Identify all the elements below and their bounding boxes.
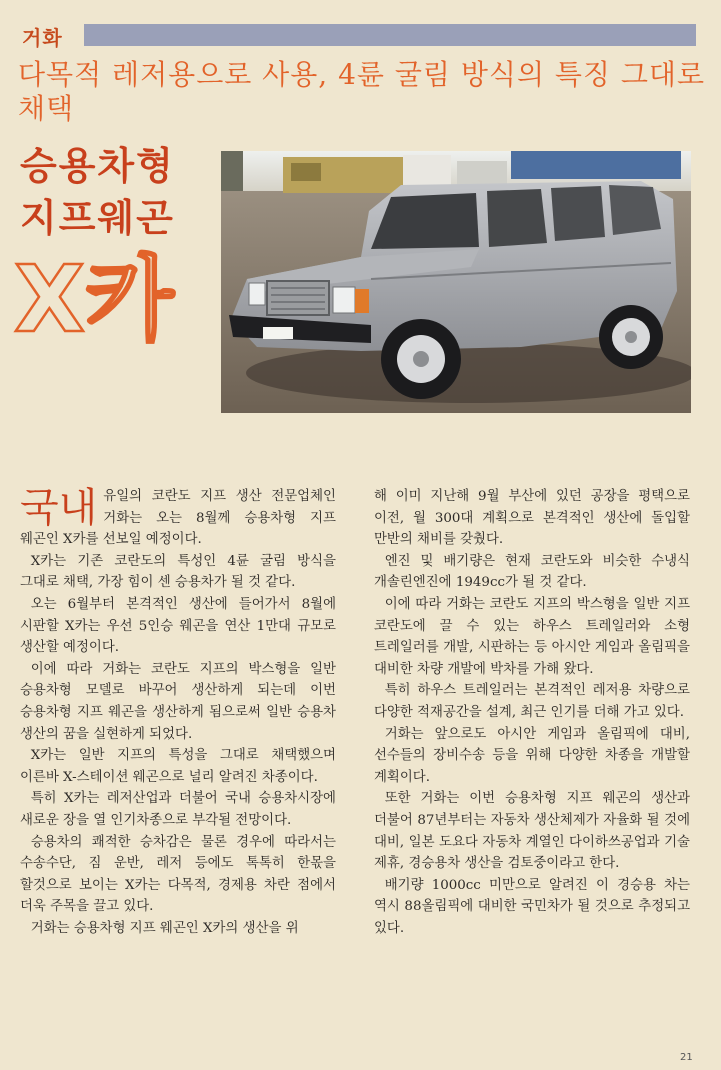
feature-title-line1: 승용차형	[20, 144, 175, 188]
article-paragraph: 거화는 앞으로도 아시안 게임과 올림픽에 대비, 선수들의 장비수송 등을 위해 다양한 차종을 개발할 계획이다.	[374, 726, 690, 785]
feature-title-line2: 지프웨곤	[20, 196, 175, 240]
article-paragraph: 이에 따라 거화는 코란도 지프의 박스형을 일반 승용차형 모델로 바꾸어 생산하게 되는데 이번 승용차형 지프 웨곤을 생산하게 됨으로써 일반 승용차 생산의 꿈을 실현하게 되었다.	[20, 661, 336, 742]
car-photo	[221, 151, 691, 413]
lead-paragraph	[20, 486, 336, 551]
article-paragraph: 해 이미 지난해 9월 부산에 있던 공장을 평택으로 이전, 월 300대 계획으로 본격적인 생산에 돌입할 만반의 채비를 갖췄다.	[374, 489, 690, 548]
article-paragraph: 특히 X카는 레저산업과 더불어 국내 승용차시장에 새로운 장을 열 인기차종으로 부각될 전망이다.	[20, 791, 336, 828]
article-paragraph: 유일의 코란도 지프 생산 전문업체인 거화는 오는 8월께 승용차형 지프 웨곤인 X카를 선보일 예정이다.	[20, 489, 336, 548]
section-tag: 거화	[22, 26, 63, 50]
page-number: 21	[680, 1052, 693, 1063]
article-paragraph: 오는 6월부터 본격적인 생산에 들어가서 8월에 시판할 X카는 우선 5인승 웨곤을 연산 1만대 규모로 생산할 예정이다.	[20, 596, 336, 656]
x-car-logo: X카	[14, 246, 174, 353]
section-header-bar	[84, 24, 696, 46]
article-paragraph: 거화는 승용차형 지프 웨곤인 X카의 생산을 위	[30, 920, 299, 936]
car-photo-illustration	[221, 151, 691, 413]
article-column-left	[20, 486, 336, 939]
dropcap: 국내	[20, 485, 98, 531]
article-paragraph: X카는 일반 지프의 특성을 그대로 채택했으며 이른바 X-스테이션 웨곤으로 널리 알려진 차종이다.	[20, 748, 336, 785]
article-paragraph: X카는 기존 코란도의 특성인 4륜 굴림 방식을 그대로 채택, 가장 힘이 센 승용차가 될 것 같다.	[20, 553, 336, 591]
headline: 다목적 레저용으로 사용, 4륜 굴림 방식의 특징 그대로 채택	[18, 58, 706, 125]
article-paragraph: 또한 거화는 이번 승용차형 지프 웨곤의 생산과 더불어 87년부터는 자동차 생산체제가 자율화 될 것에 대비, 일본 도요다 자동차 계열인 다이하쓰공업과 기술 제휴, 경승용차 생산을 검토중이라고 한다.	[374, 791, 690, 872]
article-column-right	[374, 486, 690, 939]
article-paragraph: 엔진 및 배기량은 현재 코란도와 비슷한 수냉식 개솔린엔진에 1949cc가 될 것 같다.	[374, 553, 690, 591]
article-paragraph: 특히 하우스 트레일러는 본격적인 레저용 차량으로 다양한 적재공간을 설계, 최근 인기를 더해 가고 있다.	[374, 683, 690, 720]
article-paragraph: 승용차의 쾌적한 승차감은 물론 경우에 따라서는 수송수단, 짐 운반, 레저 등에도 톡톡히 한몫을 할것으로 보이는 X카는 다목적, 경제용 차란 점에서 더욱 주목을 끌고 있다.	[20, 834, 336, 915]
feature-title	[20, 140, 175, 244]
article-paragraph: 배기량 1000cc 미만으로 알려진 이 경승용 차는 역시 88올림픽에 대비한 국민차가 될 것으로 추정되고 있다.	[374, 877, 690, 936]
article-paragraph: 이에 따라 거화는 코란도 지프의 박스형을 일반 지프 코란도에 끌 수 있는 하우스 트레일러와 소형 트레일러를 개발, 시판하는 등 아시안 게임과 올림픽을 대비한 차량 개발에 박차를 가해 왔다.	[374, 596, 690, 677]
